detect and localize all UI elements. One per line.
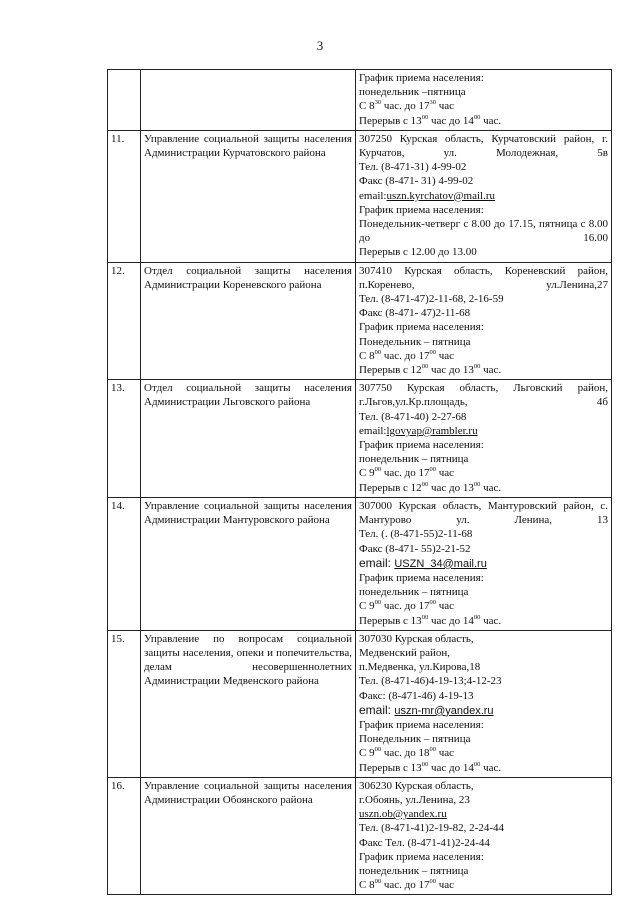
contact-details — [356, 497, 612, 630]
contact-line: Тел. (. (8-471-55)2-11-68 — [359, 528, 473, 541]
schedule-hours: С $9^{00}$ час. до $17^{00}$ час — [359, 599, 455, 613]
table-row — [108, 497, 612, 630]
contact-line: понедельник – пятница — [359, 586, 469, 599]
email-label: email: — [359, 702, 395, 717]
agency-name: Управление социальной защиты населения Администрации Мантуровского района — [141, 497, 356, 630]
schedule-hours: С $8^{00}$ час. до $17^{00}$ час — [359, 878, 455, 892]
row-number: 12. — [108, 262, 141, 380]
agency-name: Управление социальной защиты населения Администрации Обоянского района — [141, 777, 356, 895]
minutes-superscript: 00 — [374, 466, 382, 474]
contact-details — [356, 380, 612, 498]
contact-line: Факс (8-471- 47)2-11-68 — [359, 307, 471, 320]
email-line — [359, 424, 608, 438]
row-number: 15. — [108, 630, 141, 777]
minutes-superscript: 00 — [374, 599, 382, 607]
contact-line: 307030 Курская область, — [359, 632, 474, 645]
contact-line: понедельник – пятница — [359, 864, 469, 877]
contact-line: График приема населения: — [359, 439, 484, 452]
minutes-superscript: 00 — [374, 348, 382, 356]
schedule-hours: С $9^{00}$ час. до $17^{00}$ час — [359, 466, 455, 480]
schedule-hours: С $8^{30}$ час. до $17^{30}$ час — [359, 99, 455, 113]
minutes-superscript: 00 — [473, 480, 481, 488]
contact-line: Тел. (8-471-41)2-19-82, 2-24-44 — [359, 822, 504, 835]
agency-name: Отдел социальной защиты населения Администрации Льговского района — [141, 380, 356, 498]
minutes-superscript: 00 — [429, 878, 436, 886]
email-link[interactable]: uszn-mr@yandex.ru — [394, 704, 494, 717]
table-row — [108, 630, 612, 777]
contact-details — [356, 262, 612, 380]
contact-details — [356, 70, 612, 131]
email-line — [359, 189, 608, 203]
contact-details — [356, 777, 612, 895]
contact-details — [356, 130, 612, 262]
schedule-hours: С $8^{00}$ час. до $17^{00}$ час — [359, 348, 455, 362]
contact-line: График приема населения: — [359, 72, 484, 84]
contact-line: Тел. (8-471-31) 4-99-02 — [359, 161, 467, 174]
address-text: Понедельник-четверг с 8.00 до 17.15, пятница с 8.00 до 16.00 — [359, 218, 608, 245]
minutes-superscript: 00 — [421, 613, 429, 621]
contact-line: п.Медвенка, ул.Кирова,18 — [359, 661, 481, 674]
table-row — [108, 262, 612, 380]
row-number: 11. — [108, 130, 141, 262]
agency-name — [141, 70, 356, 131]
minutes-superscript: 00 — [473, 760, 481, 768]
contact-line: График приема населения: — [359, 571, 484, 584]
page-number: 3 — [316, 38, 324, 53]
address-text: 307250 Курская область, Курчатовский район, г. Курчатов, ул. Молодежная, 5в — [359, 132, 608, 160]
email-link[interactable]: lgovyap@rambler.ru — [386, 424, 478, 437]
contact-line: понедельник –пятница — [359, 86, 466, 99]
email-link[interactable]: uszn.ob@yandex.ru — [359, 808, 447, 821]
email-label: email: — [359, 555, 395, 570]
row-number: 13. — [108, 380, 141, 498]
address-text: 307750 Курская область, Льговский район, г.Льгов,ул.Кр.площадь, 4б — [359, 382, 608, 409]
agency-name: Отдел социальной защиты населения Администрации Кореневского района — [141, 262, 356, 380]
agency-name: Управление по вопросам социальной защиты населения, опеки и попечительства, делам несовершеннолетних Администрации Медвенского района — [141, 630, 356, 777]
contact-line: Медвенский район, — [359, 646, 451, 659]
minutes-superscript: 30 — [429, 99, 436, 107]
address-text: 307000 Курская область, Мантуровский район, с. Мантурово ул. Ленина, 13 — [359, 499, 608, 527]
minutes-superscript: 30 — [374, 99, 382, 107]
minutes-superscript: 00 — [421, 363, 429, 371]
minutes-superscript: 00 — [429, 466, 436, 474]
email-label: email: — [359, 189, 387, 202]
registry-table-body — [108, 70, 612, 895]
contact-line: понедельник – пятница — [359, 453, 469, 466]
schedule-hours: Перерыв с $13^{00}$ час до $14^{00}$ час. — [359, 760, 502, 774]
contact-line: Тел. (8-471-46)4-19-13;4-12-23 — [359, 675, 502, 688]
email-link[interactable]: uszn.kyrchatov@mail.ru — [386, 189, 495, 202]
minutes-superscript: 00 — [473, 113, 481, 121]
table-row — [108, 130, 612, 262]
schedule-hours: Перерыв с $12^{00}$ час до $13^{00}$ час. — [359, 363, 502, 377]
table-row — [108, 70, 612, 131]
contact-line: Понедельник – пятница — [359, 733, 471, 746]
contact-line: Перерыв с 12.00 до 13.00 — [359, 246, 477, 259]
registry-table — [107, 69, 612, 895]
minutes-superscript: 00 — [374, 878, 382, 886]
contact-line: График приема населения: — [359, 321, 484, 334]
schedule-hours: Перерыв с $13^{00}$ час до $14^{00}$ час. — [359, 113, 502, 127]
contact-line: Факс (8-471- 55)2-21-52 — [359, 542, 471, 555]
minutes-superscript: 00 — [429, 746, 436, 754]
contact-line: 306230 Курская область, — [359, 779, 474, 792]
row-number — [108, 70, 141, 131]
contact-line: Тел. (8-471-40) 2-27-68 — [359, 410, 467, 423]
email-line — [359, 807, 608, 821]
contact-line: График приема населения: — [359, 850, 484, 863]
minutes-superscript: 00 — [421, 760, 429, 768]
contact-line: График приема населения: — [359, 718, 484, 731]
contact-line: График приема населения: — [359, 203, 484, 216]
minutes-superscript: 00 — [473, 613, 481, 621]
email-label: email: — [359, 424, 387, 437]
minutes-superscript: 00 — [421, 480, 429, 488]
contact-line: г.Обоянь, ул.Ленина, 23 — [359, 793, 470, 806]
row-number: 16. — [108, 777, 141, 895]
email-line — [359, 556, 608, 571]
table-row — [108, 777, 612, 895]
table-row — [108, 380, 612, 498]
contact-line: Понедельник – пятница — [359, 335, 471, 348]
minutes-superscript: 00 — [473, 363, 481, 371]
minutes-superscript: 00 — [429, 348, 436, 356]
contact-line: Тел. (8-471-47)2-11-68, 2-16-59 — [359, 293, 504, 306]
schedule-hours: Перерыв с $12^{00}$ час до $13^{00}$ час. — [359, 480, 502, 494]
minutes-superscript: 00 — [421, 113, 429, 121]
agency-name: Управление социальной защиты населения Администрации Курчатовского района — [141, 130, 356, 262]
minutes-superscript: 00 — [429, 599, 436, 607]
row-number: 14. — [108, 497, 141, 630]
email-link[interactable]: USZN_34@mail.ru — [394, 557, 487, 570]
minutes-superscript: 00 — [374, 746, 382, 754]
schedule-hours: С $9^{00}$ час. до $18^{00}$ час — [359, 746, 455, 760]
email-line — [359, 703, 608, 718]
address-text: 307410 Курская область, Кореневский район, п.Коренево, ул.Ленина,27 — [359, 264, 608, 291]
contact-line: Факс (8-471- 31) 4-99-02 — [359, 175, 474, 188]
contact-line: Факс Тел. (8-471-41)2-24-44 — [359, 836, 490, 849]
contact-details — [356, 630, 612, 777]
schedule-hours: Перерыв с $13^{00}$ час до $14^{00}$ час. — [359, 613, 502, 627]
contact-line: Факс: (8-471-46) 4-19-13 — [359, 689, 474, 702]
